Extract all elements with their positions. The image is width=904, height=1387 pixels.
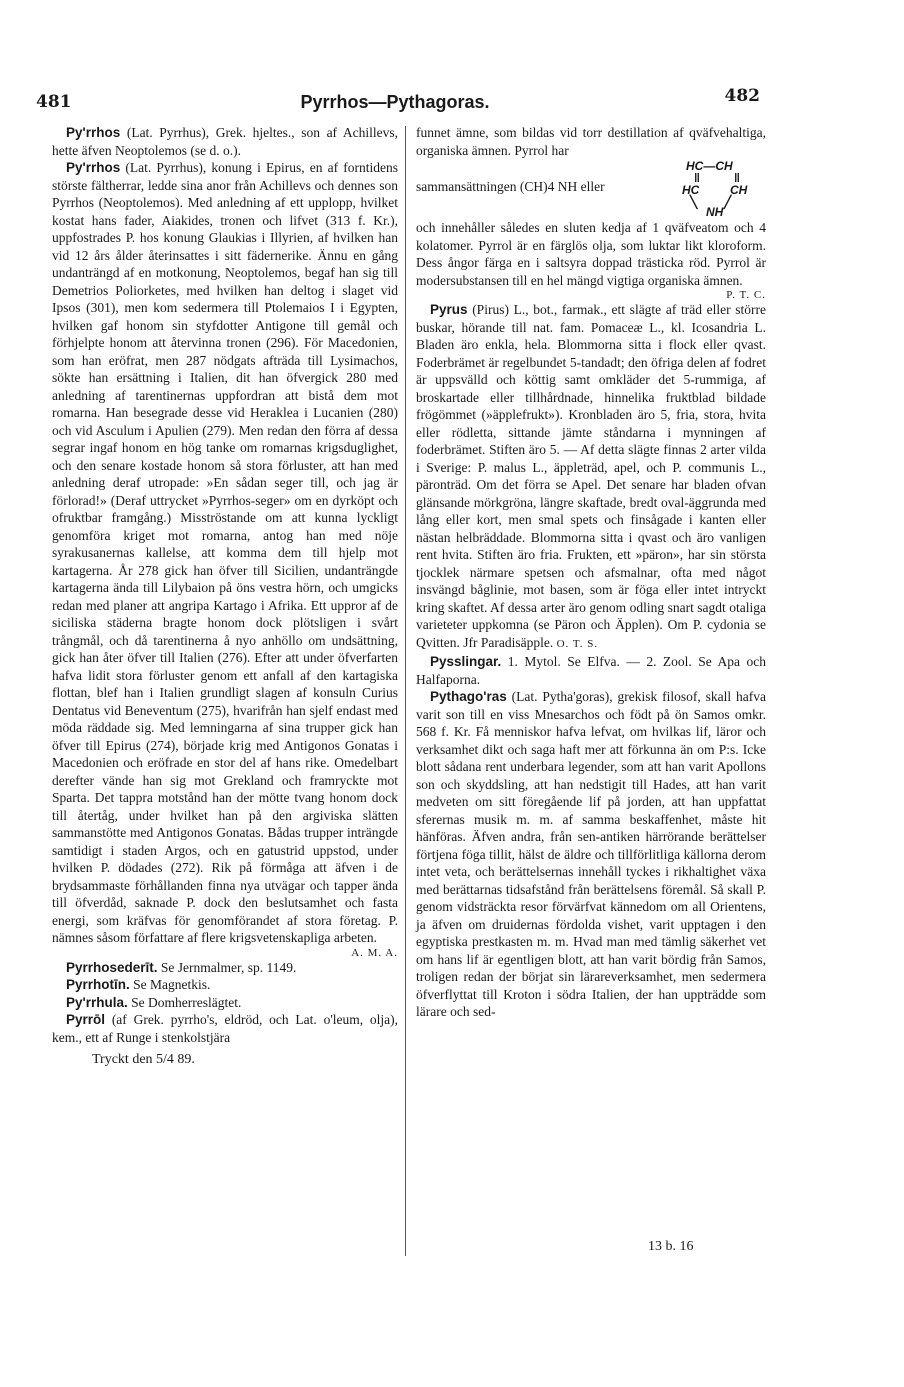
entry-pyrrhosederit (52, 959, 398, 977)
pyrrol-structure-formula (416, 159, 766, 219)
entry-headword: Py'rrhos (66, 160, 121, 175)
double-bond-left: ‖ (694, 171, 700, 185)
sheet-signature-mark: 13 b. 16 (648, 1239, 694, 1254)
formula-hc-ch-top: HC—CH (686, 159, 733, 173)
entry-headword: Pyrus (430, 302, 468, 317)
pyrrol-description: och innehåller således en sluten kedja af 1 qväfveatom och 4 kolatomer. Pyrrol är en färglös olja, som luktar likt kloroform. Dess ångor färga en i saltsyra doppad trästicka röd. Pyrrol är modersubstansen till en hel mängd vigtiga organiska ämnen. (416, 220, 766, 288)
bond-diag-right: ╱ (724, 195, 732, 209)
pyrrol-continuation: funnet ämne, som bildas vid torr destillation af qväfvehaltiga, organiska ämnen. Pyrrol har (416, 125, 766, 158)
entry-pyrus (416, 301, 766, 653)
structure-diagram (668, 159, 768, 219)
entry-headword: Pythago'ras (430, 689, 507, 704)
column-divider (405, 126, 406, 1256)
page-number-left: 481 (36, 92, 72, 112)
running-title: Pyrrhos—Pythagoras. (300, 92, 490, 112)
entry-text: 1. Mytol. Se Elfva. — 2. Zool. Se Apa och Halfaporna. (416, 654, 766, 687)
formula-prefix: sammansättningen (CH)4 NH eller (416, 179, 605, 194)
page-number-right: 482 (724, 86, 760, 106)
signature: A. M. A. (351, 946, 398, 959)
entry-headword: Pyrrhotīn. (66, 977, 130, 992)
left-column (52, 124, 398, 1068)
double-bond-right: ‖ (734, 171, 740, 185)
entry-pyrrhula (52, 994, 398, 1012)
entry-text: Se Domherreslägtet. (131, 994, 242, 1010)
entry-text: (Lat. Pytha'goras), grekisk filosof, skall hafva varit son till en viss Mnesarchos och födt på ön Samos omkr. 568 f. Kr. Få menniskor hafva lefvat, om hvilkas lif, läror och verksamhet dikt och saga haft mer att förkunna än om P:s. Icke blott sådana rent underbara legender, som att han varit Apollons son och skyddsling, att han nedstigit till Hades, att han varit medveten om sitt föregående lif på jorden, att han uppfattat sferernas musik m. m. af samma beskaffenhet, måste hit hänföras. Äfven andra, från sen-antiken härrörande berättelser förtjena föga tillit, hälst de äldre och tillförlitliga källorna derom intet veta, och berättelsernas innehåll tyckes i rikhaltighet växa med berättarnas tidsafstånd från berättelsens föremål. Så skall P. genom vidsträckta resor förvärfvat kännedom om all Orientens, ja äfven om druidernas fördolda vishet, varit upptagen i den egyptiska prestkasten m. m. Hvad man med tämlig säkerhet vet om hans lif är egentligen blott, att han varit bördig från Samos, troligen redan der börjat sin lärareverksamhet, men sedermera öfverflyttat till Kroton i södra Italien, der han uppträdde som lärare och sed- (416, 689, 766, 1019)
formula-hc: HC (682, 183, 700, 197)
signature: O. T. S. (556, 637, 599, 650)
printed-date: Tryckt den 5/4 89. (92, 1052, 195, 1067)
bond-diag-left: ╲ (690, 195, 698, 209)
entry-text: Se Magnetkis. (133, 977, 211, 992)
entry-headword: Pysslingar. (430, 654, 502, 669)
entry-pyrrhotin (52, 976, 398, 994)
entry-headword: Pyrrhosederīt. (66, 959, 158, 975)
entry-pyrrol (52, 1011, 398, 1046)
entry-text: (af Grek. pyrrho's, eldröd, och Lat. o'leum, olja), kem., ett af Runge i stenkolstjära (52, 1012, 399, 1045)
signature: P. T. C. (726, 289, 766, 301)
entry-text: (Lat. Pyrrhus), Grek. hjeltes., son af Achillevs, hette äfven Neoptolemos (se d. o.). (52, 125, 399, 158)
right-column (416, 124, 766, 1021)
entry-headword: Py'rrhula. (66, 994, 128, 1010)
entry-pyrrhos-2 (52, 159, 398, 947)
entry-text: (Lat. Pyrrhus), konung i Epirus, en af forntidens störste fältherrar, ledde sina anor från Achillevs och dennes son Pyrrhos (Neoptolemos). Med anledning af ett upplopp, hvilket kostat hans fader, Aiakides, tronen och lifvet (313 f. Kr.), uppfostrades P. hos konung Glaukias i Illyrien, af hvilken han vid 12 års ålder återinsattes i sitt fädernerike. Ännu en gång undanträngd af en motkonung, Neoptolemos, begaf han sig till Demetrios Poliorketes, med hvilken han deltog i slaget vid Ipsos (301), men kom sedermera till Ptolemaios I i Egypten, hvilken gaf honom sin styfdotter Antigone till gemål och förhjelpte honom att återvinna tronen (296). För Macedonien, som han eröfrat, men 287 nödgats afträda till Lysimachos, sökte han ersättning i Italien, dit han öfvergick 280 med anledning af tarentinernas uppfordran att bistå dem mot romarna. Han besegrade desse vid Heraklea i Lucanien (280) och vid Asculum i Apulien (279). Men redan den förra af dessa segrar ingaf honom en hög tanke om romarnas krigsduglighet, och den senare kostade honom så stora förluster, att han med anledning deraf utropade: »En sådan seger till, och jag är förlorad!» (Deraf uttrycket »Pyrrhos-seger» om en dyrköpt och ofruktbar framgång.) Misströstande om att kunna lyckligt genomföra kriget mot romarna, antog han med nöje syrakusanernas kallelse, att komma dem till hjelp mot kartagerna. År 278 gick han öfver till Sicilien, undanträngde kartagerna ända till Lilybaion på öns vestra hörn, och umgicks redan med planer att angripa Kartago i Afrika. Ett uppror af de siciliska städerna bragte honom dock plötsligen i svårt trångmål, och då tarentinerna å nyo anhöllo om undsättning, gick han åter öfver till Italien (276). Efter att under öfverfarten hafva lidit stora förluster genom ett anfall af den kartagiska flottan, blef han i Italien grundligt slagen af konsuln Curius Dentatus vid Beneventum (275), hvarifrån han sjelf endast med möda räddade sig. Med lemningarna af sina trupper gick han öfver till Epirus (274), började krig med Antigonos Gonatas i Macedonien och eröfrade en stor del af hans rike. Omedelbart derefter vände han sig mot Grekland och framryckte mot Sparta. Det tappra motstånd han der mötte tvang honom dock till återtåg, under hvilket han på den argiviska slätten sammanstötte med Antigonos Gonatas. Bådas trupper inträngde samtidigt i staden Argos, och en gatustrid uppstod, under hvilken P. dödades (272). Rik på förmåga att äfven i de brydsammaste förhållanden finna nya utvägar och tapper ända till öfverdåd, saknade P. dock den beslutsamhet och fasta energi, som kräfvas för genomförandet af stora företag. P. nämnes såsom författare af flere krigsvetenskapliga arbeten. (52, 160, 399, 945)
entry-headword: Pyrrōl (66, 1012, 106, 1027)
entry-pythagoras (416, 688, 766, 1021)
entry-headword: Py'rrhos (66, 125, 121, 140)
formula-nh: NH (706, 205, 724, 219)
entry-pyrrhos-1 (52, 124, 398, 159)
entry-text: (Pirus) L., bot., farmak., ett slägte af träd eller större buskar, hörande till nat. fam. Pomaceæ L., kl. Icosandria L. Bladen äro enkla, hela. Blommorna sitta i flock eller qvast. Foderbrämet är regelbundet 5-tandadt; den öfriga delen af fodret är uppsvälld och köttig samt omkläder det 5-rummiga, af broskartade eller tillhårdnade, hinnelika fruktblad bildade frögömmet (»äpplefrukt»). Kronbladen äro 5, fria, stora, hvita eller rödletta, sittande jämte ståndarna i mynningen af foderbrämet. Stiften äro 5. — Af detta slägte finnas 2 arter vilda i Sverige: P. malus L., äppleträd, apel, och P. communis L., päronträd. Om det förra se Apel. Det senare har bladen ofvan glänsande mörkgröna, längre skaftade, bredt oval-äggrunda med lång eller kort, men smal spets och finsågade i kanten eller nästan helbräddade. Blommorna sitta i qvast och äro vanligen rent hvita. Stiften äro fria. Frukten, ett »päron», har sin största tjocklek närmare spetsen och afsmalnar, ofta med något insvängd båglinie, mot basen, som är föga eller intet intryckt kring skaftet. Af dessa arter äro genom odling snart sagdt otaliga varieteter uppkomna (se Päron och Äpplen). Om P. cydonia se Qvitten. Jfr Paradisäpple. (416, 302, 766, 650)
entry-pysslingar (416, 653, 766, 688)
formula-ch: CH (730, 183, 748, 197)
entry-text: Se Jernmalmer, sp. 1149. (160, 959, 297, 975)
page-header (30, 86, 760, 116)
